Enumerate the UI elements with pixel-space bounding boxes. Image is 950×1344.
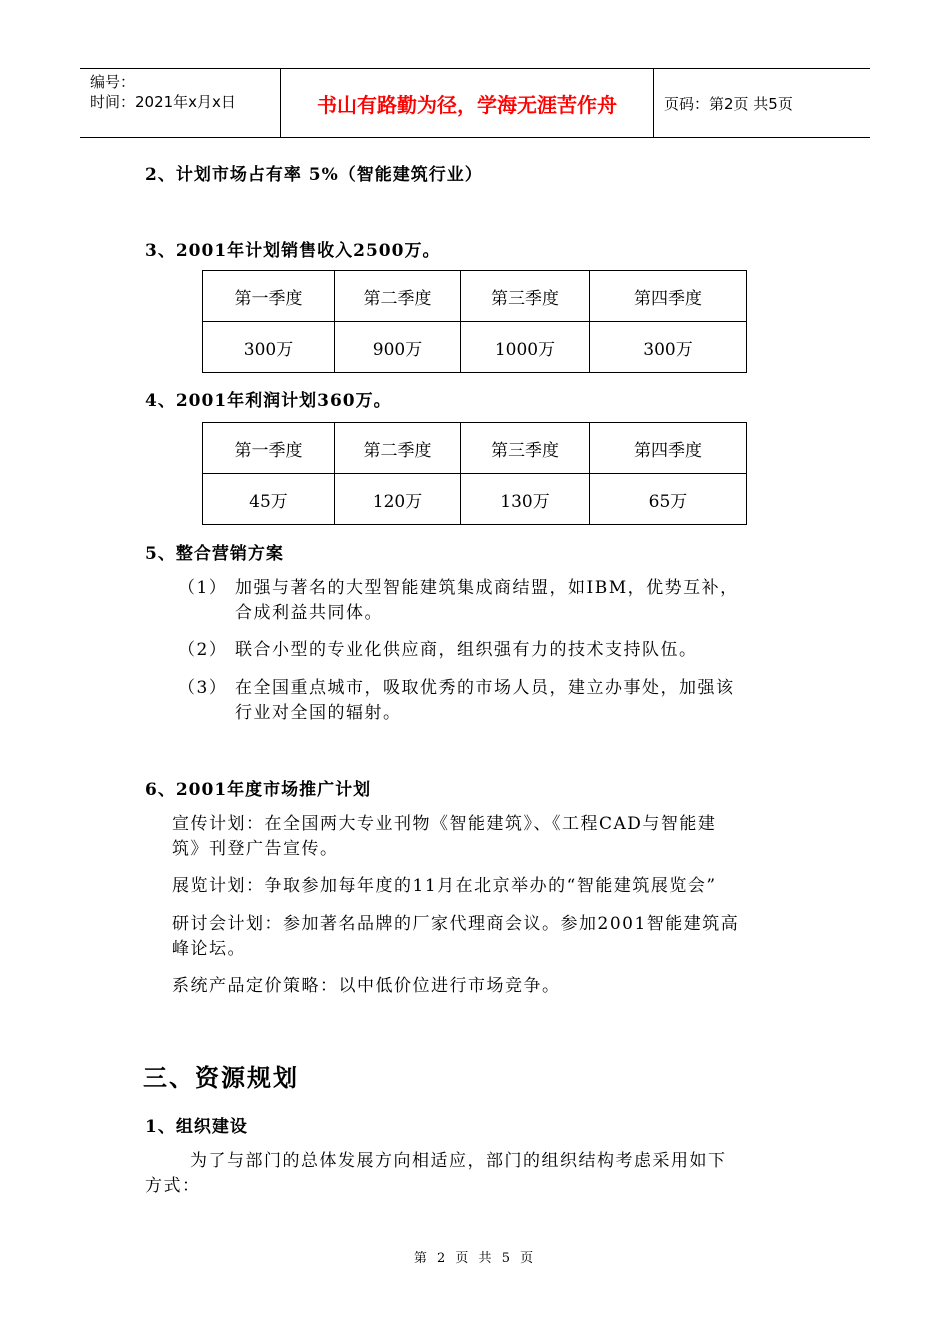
promotion-exhibition-text: 展览计划：争取参加每年度的11月在北京举办的“智能建筑展览会” xyxy=(172,876,717,896)
header-number-label: 编号： xyxy=(90,73,136,91)
body-paragraph: 为了与部门的总体发展方向相适应，部门的组织结构考虑采用如下 xyxy=(190,1151,727,1171)
section-5-title: 5、整合营销方案 xyxy=(145,544,284,564)
table-header-row xyxy=(203,423,747,474)
subsection-title: 1、组织建设 xyxy=(145,1117,248,1137)
table-row xyxy=(203,322,747,373)
page-footer: 第 2 页 共 5 页 xyxy=(413,1251,537,1266)
header-time-label: 时间：2021年x月x日 xyxy=(90,93,236,111)
table-cell: 1000万 xyxy=(461,322,590,373)
table-header-cell: 第三季度 xyxy=(461,271,590,322)
chapter-title: 三、资源规划 xyxy=(143,1063,299,1092)
list-item-number: （3） xyxy=(178,678,228,698)
table-cell: 300万 xyxy=(203,322,335,373)
table-cell: 130万 xyxy=(461,474,590,525)
promotion-seminar-text: 研讨会计划：参加著名品牌的厂家代理商会议。参加2001智能建筑高 xyxy=(172,914,740,934)
list-item-text-cont: 行业对全国的辐射。 xyxy=(235,703,402,723)
table-header-cell: 第四季度 xyxy=(590,423,747,474)
table-header-cell: 第四季度 xyxy=(590,271,747,322)
table-header-row xyxy=(203,271,747,322)
section-4-title: 4、2001年利润计划360万。 xyxy=(145,391,392,411)
header-motto: 书山有路勤为径，学海无涯苦作舟 xyxy=(281,69,654,137)
table-cell: 900万 xyxy=(335,322,461,373)
body-paragraph-cont: 方式： xyxy=(145,1176,201,1196)
list-item-text: 联合小型的专业化供应商，组织强有力的技术支持队伍。 xyxy=(235,640,698,660)
list-item-text-cont: 合成利益共同体。 xyxy=(235,603,383,623)
table-header-cell: 第二季度 xyxy=(335,271,461,322)
section-2-title: 2、计划市场占有率 5%（智能建筑行业） xyxy=(145,165,483,185)
profit-table xyxy=(202,422,747,525)
header-meta xyxy=(80,69,281,137)
table-row xyxy=(203,474,747,525)
promotion-publicity-text: 宣传计划：在全国两大专业刊物《智能建筑》、《工程CAD与智能建 xyxy=(172,814,717,834)
promotion-seminar-text-cont: 峰论坛。 xyxy=(172,939,246,959)
section-3-title: 3、2001年计划销售收入2500万。 xyxy=(145,241,441,261)
promotion-publicity-text-cont: 筑》刊登广告宣传。 xyxy=(172,839,339,859)
promotion-pricing-text: 系统产品定价策略：以中低价位进行市场竞争。 xyxy=(172,976,561,996)
list-item-text: 加强与著名的大型智能建筑集成商结盟，如IBM，优势互补， xyxy=(235,578,739,598)
table-cell: 45万 xyxy=(203,474,335,525)
list-item-number: （1） xyxy=(178,578,228,598)
list-item-text: 在全国重点城市，吸取优秀的市场人员，建立办事处，加强该 xyxy=(235,678,735,698)
list-item-number: （2） xyxy=(178,640,228,660)
document-header xyxy=(80,68,870,138)
table-header-cell: 第二季度 xyxy=(335,423,461,474)
table-header-cell: 第三季度 xyxy=(461,423,590,474)
table-cell: 300万 xyxy=(590,322,747,373)
table-cell: 65万 xyxy=(590,474,747,525)
section-6-title: 6、2001年度市场推广计划 xyxy=(145,780,372,800)
table-cell: 120万 xyxy=(335,474,461,525)
header-page-label: 页码：第2页 共5页 xyxy=(664,94,793,113)
sales-table xyxy=(202,270,747,373)
table-header-cell: 第一季度 xyxy=(203,271,335,322)
table-header-cell: 第一季度 xyxy=(203,423,335,474)
